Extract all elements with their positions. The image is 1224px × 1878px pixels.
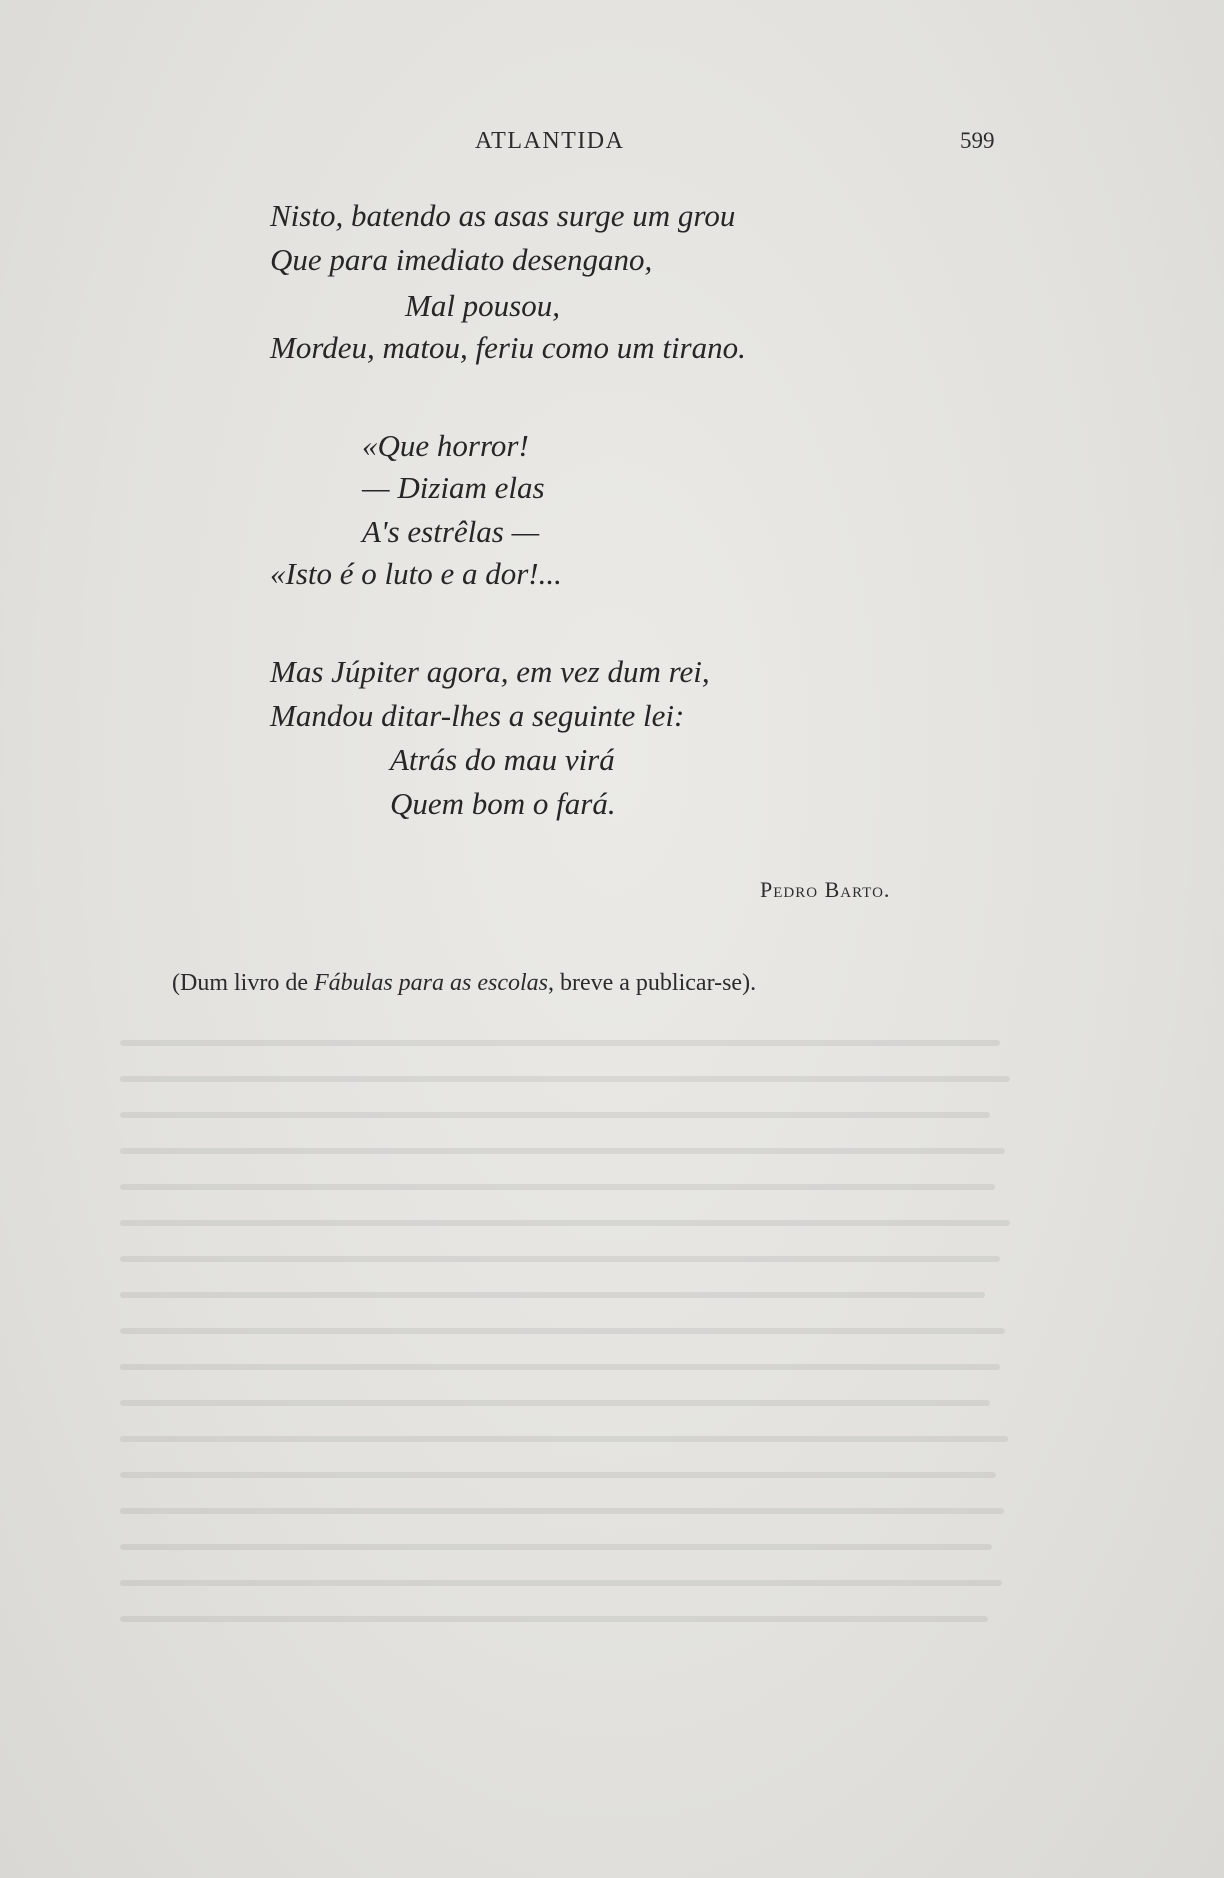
show-through-line bbox=[120, 1472, 996, 1478]
poem-line: Quem bom o fará. bbox=[390, 786, 616, 821]
source-footnote bbox=[172, 970, 756, 997]
show-through-line bbox=[120, 1112, 990, 1118]
footnote-suffix: , breve a publicar-se). bbox=[547, 970, 757, 996]
poem-line: Mandou ditar-lhes a seguinte lei: bbox=[270, 698, 685, 733]
show-through-line bbox=[120, 1616, 988, 1622]
author-signature: Pedro Barto. bbox=[760, 877, 891, 902]
poem-line: A's estrêlas — bbox=[362, 514, 540, 549]
poem-line: «Que horror! bbox=[362, 428, 529, 463]
running-head-title: ATLANTIDA bbox=[475, 128, 625, 154]
show-through-line bbox=[120, 1148, 1005, 1154]
show-through-line bbox=[120, 1508, 1004, 1514]
show-through-line bbox=[120, 1436, 1008, 1442]
poem-line: «Isto é o luto e a dor!... bbox=[270, 556, 562, 591]
poem-line: — Diziam elas bbox=[362, 470, 545, 505]
show-through-line bbox=[120, 1184, 995, 1190]
poem-line: Mal pousou, bbox=[405, 288, 560, 323]
poem-line: Atrás do mau virá bbox=[390, 742, 615, 777]
show-through-line bbox=[120, 1292, 985, 1298]
poem-line: Mas Júpiter agora, em vez dum rei, bbox=[270, 654, 710, 689]
footnote-book-title: Fábulas para as escolas bbox=[313, 970, 548, 996]
show-through-line bbox=[120, 1220, 1010, 1226]
poem-line: Que para imediato desengano, bbox=[270, 242, 653, 277]
show-through-line bbox=[120, 1040, 1000, 1046]
poem-line: Mordeu, matou, feriu como um tirano. bbox=[270, 330, 746, 365]
poem-line: Nisto, batendo as asas surge um grou bbox=[270, 198, 736, 233]
running-head bbox=[0, 128, 1224, 168]
footnote-prefix: (Dum livro de bbox=[172, 970, 314, 996]
show-through-line bbox=[120, 1256, 1000, 1262]
show-through-line bbox=[120, 1364, 1000, 1370]
show-through-line bbox=[120, 1400, 990, 1406]
page-number: 599 bbox=[960, 128, 995, 153]
show-through-line bbox=[120, 1580, 1002, 1586]
show-through-line bbox=[120, 1544, 992, 1550]
show-through-line bbox=[120, 1076, 1010, 1082]
show-through-text bbox=[120, 1040, 1020, 1650]
show-through-line bbox=[120, 1328, 1005, 1334]
